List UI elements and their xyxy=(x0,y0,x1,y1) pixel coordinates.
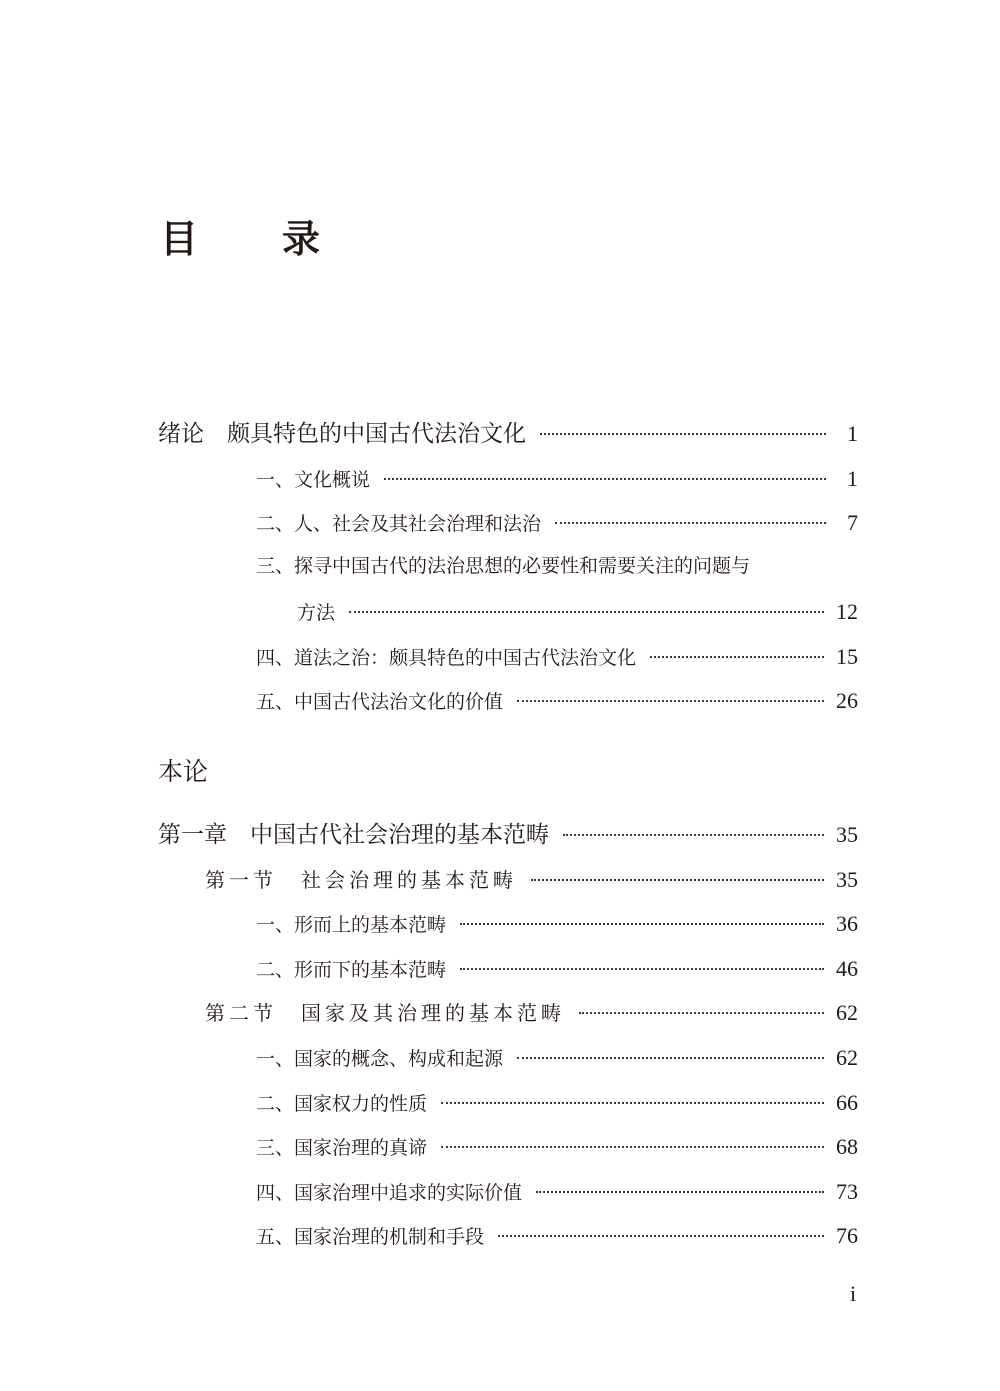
toc-item[interactable] xyxy=(256,1176,858,1208)
dot-leader xyxy=(460,968,824,970)
toc-page-number: 46 xyxy=(836,956,858,981)
toc-item-label: 二、形而下的基本范畴 xyxy=(256,959,447,981)
dot-leader xyxy=(441,1102,824,1104)
toc-page-number: 12 xyxy=(836,599,858,624)
dot-leader xyxy=(517,700,824,702)
toc-page-number: 7 xyxy=(847,510,858,535)
toc-page-number: 62 xyxy=(836,1045,858,1070)
toc-item-label: 二、国家权力的性质 xyxy=(256,1093,428,1115)
toc-page-number: 15 xyxy=(836,644,858,669)
toc-page-number: 76 xyxy=(836,1223,858,1248)
toc-page-number: 36 xyxy=(836,911,858,936)
dot-leader xyxy=(349,611,824,613)
dot-leader xyxy=(517,1057,824,1059)
toc-item-label: 四、国家治理中追求的实际价值 xyxy=(256,1182,523,1204)
toc-item[interactable] xyxy=(256,1087,858,1119)
toc-item[interactable] xyxy=(256,908,858,940)
dot-leader xyxy=(579,1012,824,1014)
toc-entry-preface[interactable] xyxy=(158,418,858,450)
toc-entry-label: 绪论 颇具特色的中国古代法治文化 xyxy=(158,421,526,447)
toc-section-label: 第二节 国家及其治理的基本范畴 xyxy=(205,1001,565,1025)
toc-page-number: 35 xyxy=(836,822,858,847)
part-heading: 本论 xyxy=(158,757,209,786)
dot-leader xyxy=(563,834,824,836)
toc-item[interactable] xyxy=(256,641,858,673)
toc-item-label: 四、道法之治：颇具特色的中国古代法治文化 xyxy=(256,647,637,669)
toc-item[interactable] xyxy=(256,685,858,717)
toc-item-label: 一、形而上的基本范畴 xyxy=(256,914,447,936)
toc-item-label: 五、中国古代法治文化的价值 xyxy=(256,691,504,713)
toc-page-number: 1 xyxy=(847,466,858,491)
toc-item-label-line1[interactable]: 三、探寻中国古代的法治思想的必要性和需要关注的问题与 xyxy=(256,555,751,577)
toc-page-number: 62 xyxy=(836,1000,858,1025)
dot-leader xyxy=(531,879,824,881)
toc-entry-section-1[interactable] xyxy=(205,864,858,896)
toc-page-number: 26 xyxy=(836,688,858,713)
toc-entry-label: 第一章 中国古代社会治理的基本范畴 xyxy=(158,822,549,848)
dot-leader xyxy=(536,1191,824,1193)
page-title: 目录 xyxy=(160,217,405,261)
toc-entry-chapter-1[interactable] xyxy=(158,819,858,851)
dot-leader xyxy=(555,522,826,524)
toc-page-number: 1 xyxy=(847,421,858,446)
toc-section-label: 第一节 社会治理的基本范畴 xyxy=(205,868,517,892)
dot-leader xyxy=(498,1235,824,1237)
toc-item-label: 五、国家治理的机制和手段 xyxy=(256,1226,485,1248)
toc-page-number: 68 xyxy=(836,1134,858,1159)
dot-leader xyxy=(650,656,824,658)
toc-item[interactable] xyxy=(256,1042,858,1074)
toc-item[interactable] xyxy=(256,507,858,539)
toc-item-continuation[interactable] xyxy=(297,596,858,628)
toc-entry-section-2[interactable] xyxy=(205,997,858,1029)
toc-item[interactable] xyxy=(256,953,858,985)
dot-leader xyxy=(540,433,826,435)
toc-item[interactable] xyxy=(256,1131,858,1163)
toc-item-label: 一、国家的概念、构成和起源 xyxy=(256,1048,504,1070)
toc-item[interactable] xyxy=(256,463,858,495)
toc-item-label: 一、文化概说 xyxy=(256,469,371,491)
page-folio: i xyxy=(850,1281,857,1306)
toc-page-number: 73 xyxy=(836,1179,858,1204)
dot-leader xyxy=(441,1146,824,1148)
toc-item-label: 二、人、社会及其社会治理和法治 xyxy=(256,513,542,535)
toc-page-number: 35 xyxy=(836,867,858,892)
toc-item-label: 方法 xyxy=(297,602,336,624)
dot-leader xyxy=(460,923,824,925)
toc-item[interactable] xyxy=(256,1220,858,1252)
dot-leader xyxy=(384,478,826,480)
toc-item-label: 三、国家治理的真谛 xyxy=(256,1137,428,1159)
toc-page-number: 66 xyxy=(836,1090,858,1115)
